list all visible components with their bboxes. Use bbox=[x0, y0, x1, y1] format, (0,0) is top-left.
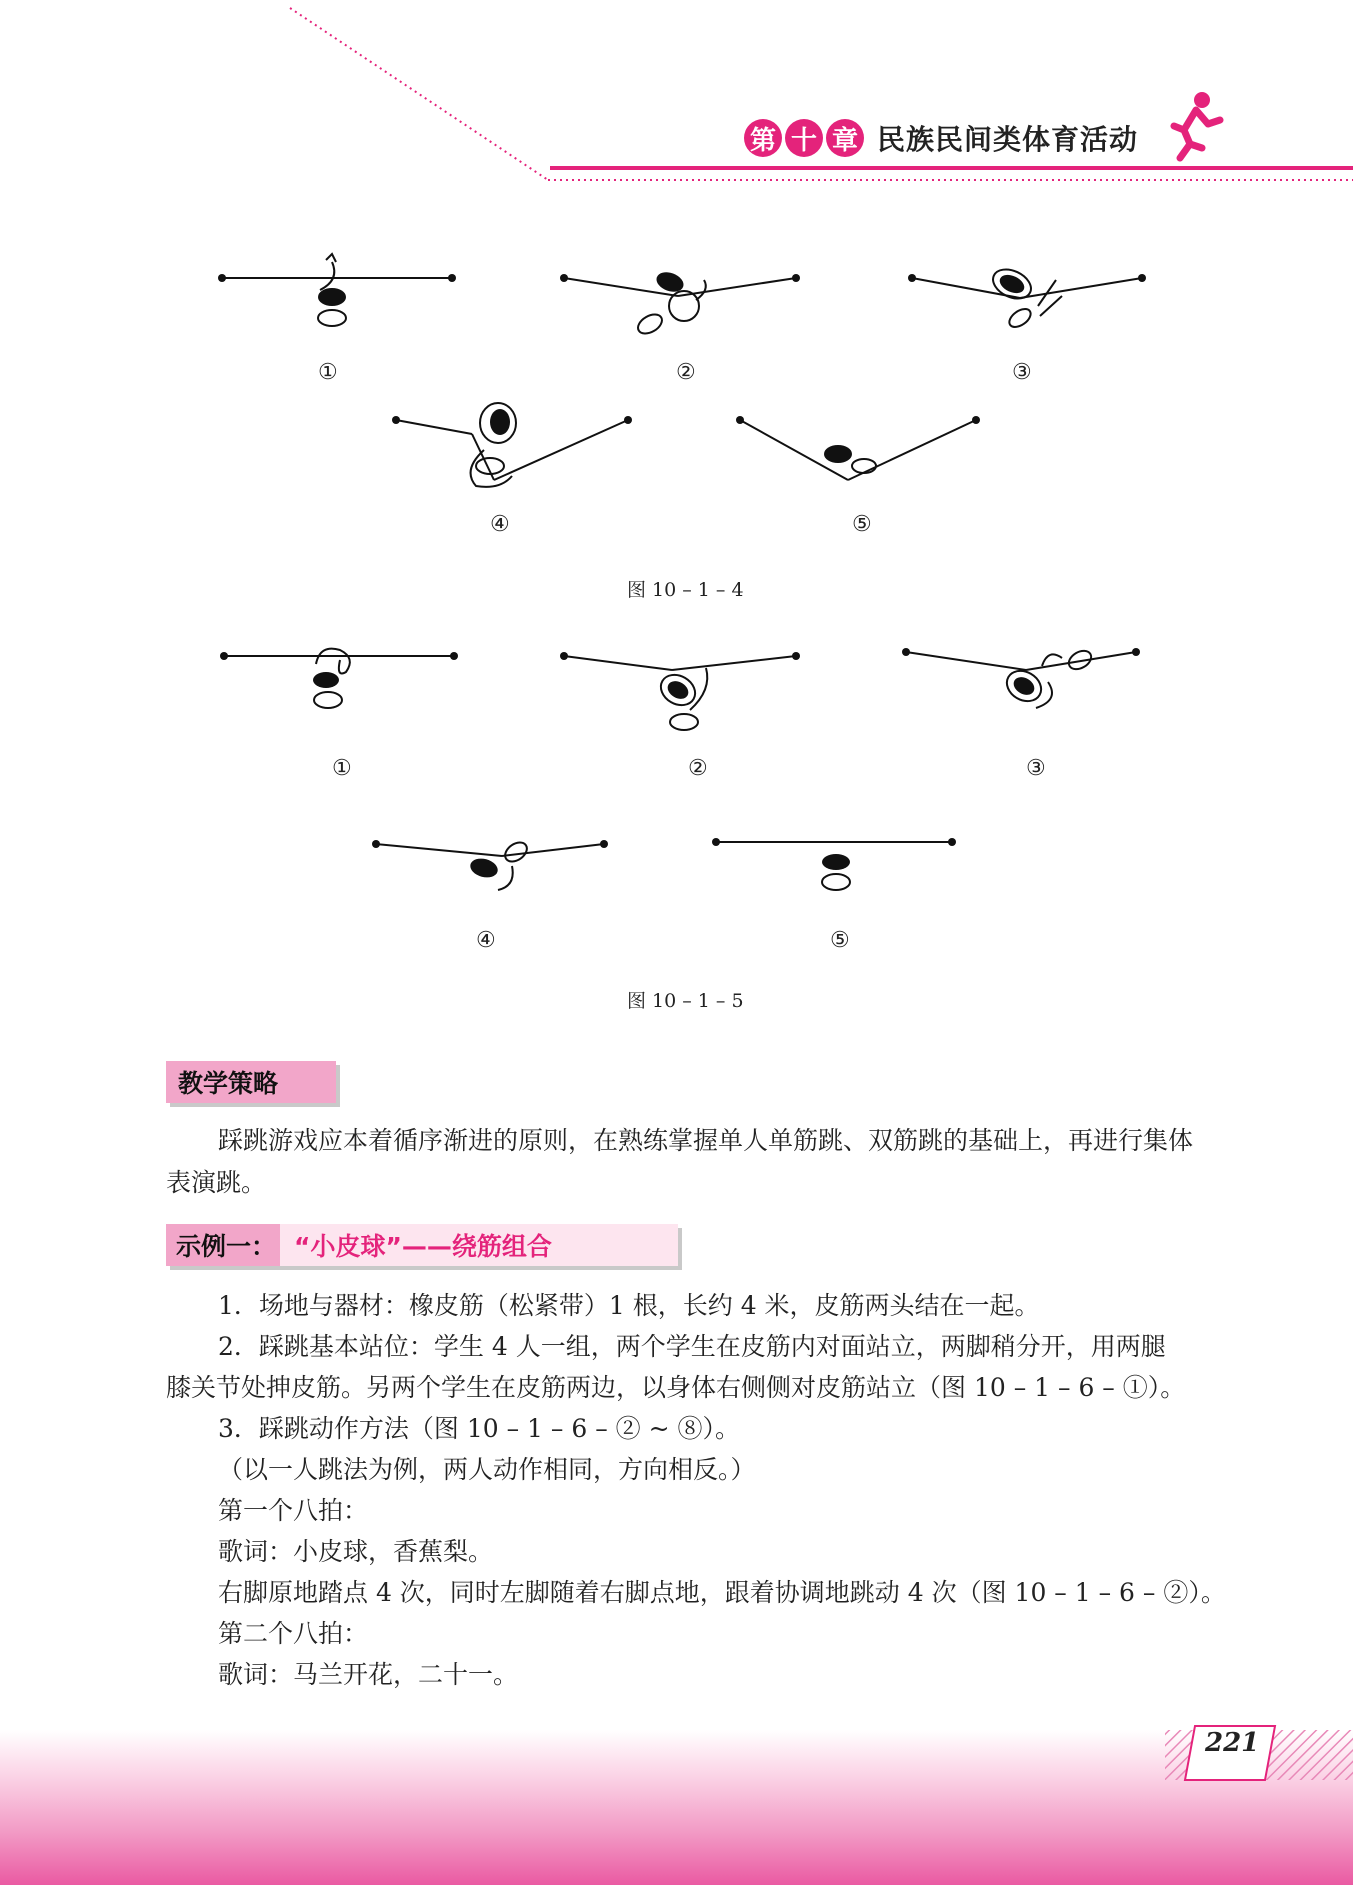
section-heading-example bbox=[166, 1224, 678, 1266]
example-label: 示例一： bbox=[166, 1224, 280, 1266]
panel-label: ① bbox=[318, 360, 338, 385]
chapter-name: 民族民间类体育活动 bbox=[877, 123, 1139, 156]
chapter-char: 十 bbox=[785, 119, 823, 157]
beat-2: 第二个八拍： bbox=[218, 1619, 369, 1648]
lyric-2: 歌词：马兰开花，二十一。 bbox=[218, 1660, 519, 1689]
page-number: 221 bbox=[1205, 1728, 1260, 1758]
panel-label: ④ bbox=[476, 928, 496, 953]
lyric-1: 歌词：小皮球，香蕉梨。 bbox=[218, 1537, 494, 1566]
panel-label: ① bbox=[332, 756, 352, 781]
item-2-line-2: 膝关节处抻皮筋。另两个学生在皮筋两边，以身体右侧侧对皮筋站立（图 10 – 1 – 6 – ①）。 bbox=[166, 1373, 1186, 1402]
panel-1-drawing bbox=[218, 254, 456, 326]
panel-label: ⑤ bbox=[852, 512, 872, 537]
figure-caption: 图 10 – 1 – 5 bbox=[627, 990, 744, 1012]
panel-2-drawing bbox=[560, 269, 800, 338]
section-heading-strategy: 教学策略 bbox=[166, 1061, 336, 1103]
item-3: 3．踩跳动作方法（图 10 – 1 – 6 – ② ~ ⑧）。 bbox=[218, 1414, 740, 1443]
panel-2-drawing bbox=[560, 652, 800, 730]
item-2-line-1: 2．踩跳基本站位：学生 4 人一组，两个学生在皮筋内对面站立，两脚稍分开，用两腿 bbox=[218, 1332, 1166, 1361]
item-1: 1．场地与器材：橡皮筋（松紧带）1 根，长约 4 米，皮筋两头结在一起。 bbox=[218, 1291, 1040, 1320]
example-title: “小皮球”——绕筋组合 bbox=[280, 1224, 678, 1266]
footer-band bbox=[0, 1730, 1353, 1885]
strategy-paragraph: 踩跳游戏应本着循序渐进的原则，在熟练掌握单人单筋跳、双筋跳的基础上，再进行集体表演跳。 bbox=[166, 1126, 1194, 1197]
panel-1-drawing bbox=[220, 649, 458, 708]
panel-label: ⑤ bbox=[830, 928, 850, 953]
panel-3-drawing bbox=[902, 647, 1140, 708]
panel-label: ② bbox=[676, 360, 696, 385]
note: （以一人跳法为例，两人动作相同，方向相反。） bbox=[218, 1455, 756, 1484]
panel-4-drawing bbox=[392, 403, 632, 487]
action-1: 右脚原地踏点 4 次，同时左脚随着右脚点地，跟着协调地跳动 4 次（图 10 – 1 – 6 – ②）。 bbox=[218, 1578, 1226, 1607]
panel-4-drawing bbox=[372, 839, 608, 890]
runner-icon bbox=[1160, 90, 1230, 162]
figure-caption: 图 10 – 1 – 4 bbox=[627, 579, 744, 601]
panel-label: ④ bbox=[490, 512, 510, 537]
panel-label: ③ bbox=[1012, 360, 1032, 385]
chapter-title bbox=[744, 118, 1138, 158]
panel-3-drawing bbox=[908, 264, 1146, 331]
header-decoration bbox=[0, 0, 1353, 200]
panel-label: ② bbox=[688, 756, 708, 781]
panel-5-drawing bbox=[736, 416, 980, 480]
beat-1: 第一个八拍： bbox=[218, 1496, 369, 1525]
figure-10-1-4 bbox=[200, 240, 1160, 540]
panel-label: ③ bbox=[1026, 756, 1046, 781]
chapter-char: 章 bbox=[826, 119, 864, 157]
chapter-char: 第 bbox=[744, 119, 782, 157]
panel-5-drawing bbox=[712, 838, 956, 890]
